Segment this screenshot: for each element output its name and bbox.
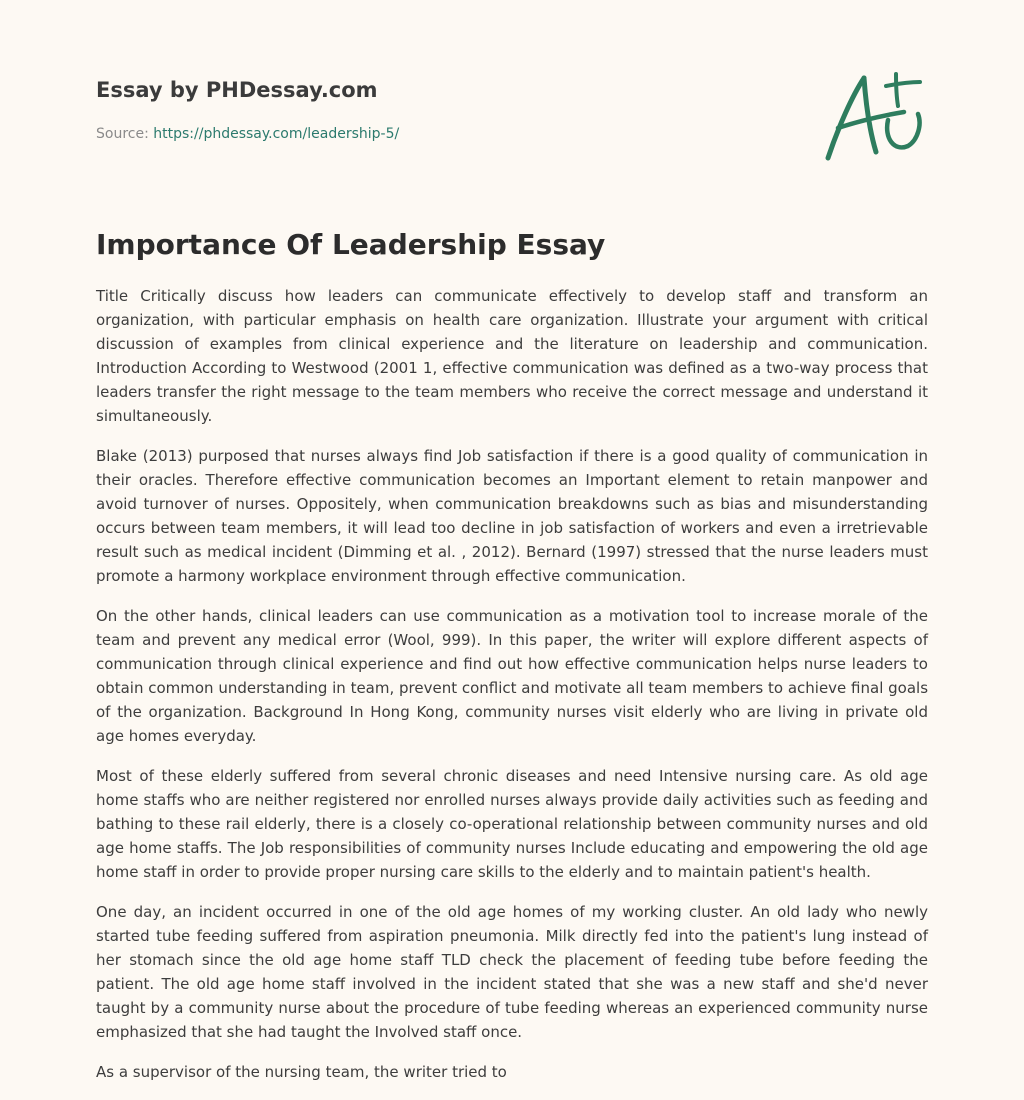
source-line bbox=[96, 124, 756, 144]
essay-body bbox=[96, 284, 928, 1100]
source-label: Source: bbox=[96, 126, 154, 142]
essay-paragraph: As a supervisor of the nursing team, the writer tried to bbox=[96, 1063, 507, 1081]
essay-header bbox=[96, 76, 756, 144]
site-brand: Essay by PHDessay.com bbox=[96, 78, 378, 102]
essay-paragraph: Title Critically discuss how leaders can communicate effectively to develop staff and transform an organization, with particular emphasis on health care organization. Illustrate your argument with critical discussion of examples from clinical experience and the literature on leadership and communication. Introduction According to Westwood (2001 1, effective communication was defined as a two-way process that leaders transfer the right message to the team members who receive the correct message and understand it simultaneously. bbox=[96, 287, 928, 425]
source-link[interactable]: https://phdessay.com/leadership-5/ bbox=[153, 126, 400, 142]
essay-paragraph: Blake (2013) purposed that nurses always find Job satisfaction if there is a good quality of communication in their oracles. Therefore effective communication becomes an Important element to retain manpower and avoid turnover of nurses. Oppositely, when communication breakdowns such as bias and misunderstanding occurs between team members, it will lead too decline in job satisfaction of workers and even a irretrievable result such as medical incident (Dimming et al. , 2012). Bernard (1997) stressed that the nurse leaders must promote a harmony workplace environment through effective communication. bbox=[96, 447, 928, 585]
a-plus-grade-icon bbox=[818, 66, 928, 166]
essay-paragraph: Most of these elderly suffered from several chronic diseases and need Intensive nursing care. As old age home staffs who are neither registered nor enrolled nurses always provide daily activities such as feeding and bathing to these rail elderly, there is a closely co-operational relationship between community nurses and old age home staffs. The Job responsibilities of community nurses Include educating and empowering the old age home staff in order to provide proper nursing care skills to the elderly and to maintain patient's health. bbox=[96, 767, 928, 881]
essay-title: Importance Of Leadership Essay bbox=[96, 228, 606, 261]
essay-paragraph: One day, an incident occurred in one of the old age homes of my working cluster. An old lady who newly started tube feeding suffered from aspiration pneumonia. Milk directly fed into the patient's lung instead of her stomach since the old age home staff TLD check the placement of feeding tube before feeding the patient. The old age home staff involved in the incident stated that she was a new staff and she'd never taught by a community nurse about the procedure of tube feeding whereas an experienced community nurse emphasized that she had taught the Involved staff once. bbox=[96, 903, 928, 1041]
essay-paragraph: On the other hands, clinical leaders can use communication as a motivation tool to increase morale of the team and prevent any medical error (Wool, 999). In this paper, the writer will explore different aspects of communication through clinical experience and find out how effective communication helps nurse leaders to obtain common understanding in team, prevent conflict and motivate all team members to achieve final goals of the organization. Background In Hong Kong, community nurses visit elderly who are living in private old age homes everyday. bbox=[96, 607, 929, 745]
